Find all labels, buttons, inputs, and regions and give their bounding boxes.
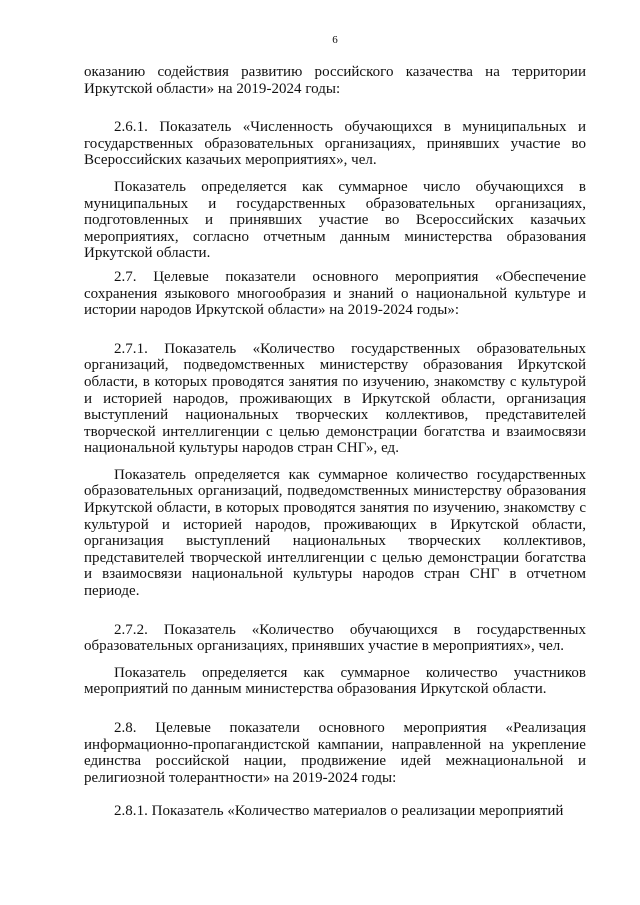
paragraph-section-2-8: 2.8. Целевые показатели основного мероприятия «Реализация информационно-пропагандистской кампании, направленной на укрепление единства российской нации, продвижение идей межнациональной и религиозной толерантности» на 2019-2024 годы: — [84, 720, 586, 786]
page-number: 6 — [332, 34, 338, 46]
paragraph-section-2-7: 2.7. Целевые показатели основного мероприятия «Обеспечение сохранения языкового многообразия и знаний о национальной культуре и истории народов Иркутской области» на 2019-2024 годы»: — [84, 268, 586, 319]
paragraph-indicator-2-8-1: 2.8.1. Показатель «Количество материалов о реализации мероприятий — [114, 803, 564, 820]
paragraph-indicator-2-7-1: 2.7.1. Показатель «Количество государственных образовательных организаций, подведомственных министерству образования Иркутской области, в которых проводятся занятия по изучению, знакомству с культурой и историей народов, проживающих в Иркутской области, организация выступлений национальных творческих коллективов, представителей творческой интеллигенции с целью демонстрации богатства и взаимосвязи национальной культуры народов стран СНГ», ед. — [84, 340, 586, 457]
paragraph-indicator-2-6-1-definition: Показатель определяется как суммарное число обучающихся в муниципальных и государственных образовательных организациях, подготовленных и принявших участие во Всероссийских казачьих мероприятиях, согласно отчетным данным министерства образования Иркутской области. — [84, 178, 586, 262]
paragraph-continuation: оказанию содействия развитию российского казачества на территории Иркутской области» на 2019-2024 годы: — [84, 64, 586, 97]
paragraph-indicator-2-6-1: 2.6.1. Показатель «Численность обучающихся в муниципальных и государственных образовательных организациях, принявших участие во Всероссийских казачьих мероприятиях», чел. — [84, 119, 586, 169]
paragraph-indicator-2-7-2-definition: Показатель определяется как суммарное количество участников мероприятий по данным министерства образования Иркутской области. — [84, 664, 586, 698]
paragraph-indicator-2-7-2: 2.7.2. Показатель «Количество обучающихся в государственных образовательных организациях, принявших участие в мероприятиях», чел. — [84, 621, 586, 655]
paragraph-indicator-2-7-1-definition: Показатель определяется как суммарное количество государственных образовательных организаций, подведомственных министерству образования Иркутской области, в которых проводятся занятия по изучению, знакомству с культурой и историей народов, проживающих в Иркутской области, организация выступлений национальных творческих коллективов, представителей творческой интеллигенции с целью демонстрации богатства и взаимосвязи национальной культуры народов стран СНГ в отчетном периоде. — [84, 466, 586, 600]
